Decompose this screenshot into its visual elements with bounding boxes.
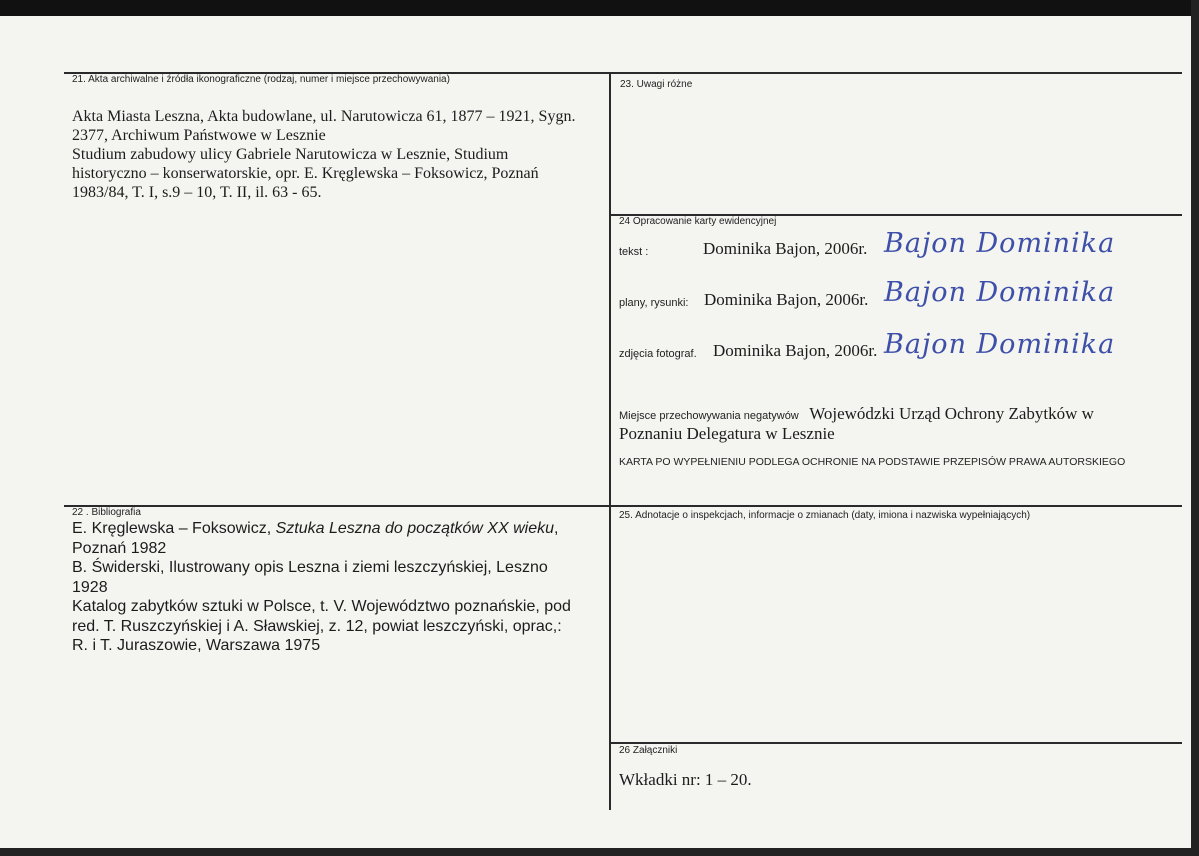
- tekst-row: [619, 239, 868, 260]
- zdjecia-value: Dominika Bajon, 2006r.: [713, 341, 878, 360]
- center-divider: [609, 72, 611, 810]
- copyright-notice: KARTA PO WYPEŁNIENIU PODLEGA OCHRONIE NA PODSTAWIE PRZEPISÓW PRAWA AUTORSKIEGO: [619, 456, 1126, 468]
- archive-line: historyczno – konserwatorskie, opr. E. Kręglewska – Foksowicz, Poznań: [72, 165, 539, 182]
- rule-25-26: [610, 742, 1182, 744]
- negatywy-label: Miejsce przechowywania negatywów: [619, 410, 799, 422]
- archive-line: 1983/84, T. I, s.9 – 10, T. II, il. 63 - 65.: [72, 184, 322, 201]
- section-25-header: 25. Adnotacje o inspekcjach, informacje o zmianach (daty, imiona i nazwiska wypełniających): [619, 510, 1031, 521]
- tekst-label: tekst :: [619, 246, 649, 258]
- section-21-header: 21. Akta archiwalne i źródła ikonograficzne (rodzaj, numer i miejsce przechowywania): [72, 74, 450, 85]
- scan-bottom-edge: [0, 848, 1199, 856]
- bib-author: E. Kręglewska – Foksowicz,: [72, 520, 276, 537]
- negatywy-value-2: Poznaniu Delegatura w Lesznie: [619, 424, 835, 443]
- negatywy-value: Wojewódzki Urząd Ochrony Zabytków w: [809, 404, 1094, 423]
- archive-line: 2377, Archiwum Państwowe w Lesznie: [72, 127, 326, 144]
- zdjecia-row: [619, 341, 878, 362]
- handwritten-signature: Bajon Dominika: [884, 228, 1116, 259]
- bibliography-line: red. T. Ruszczyńskiej i A. Sławskiej, z. 12, powiat leszczyński, oprac,:: [72, 617, 562, 635]
- section-23-header: 23. Uwagi różne: [620, 79, 693, 90]
- section-26-header: 26 Załączniki: [619, 745, 678, 756]
- scan-top-edge: [0, 0, 1199, 16]
- bibliography-line: R. i T. Juraszowie, Warszawa 1975: [72, 637, 321, 654]
- section-21-body: [72, 107, 607, 202]
- bibliography-line: B. Świderski, Ilustrowany opis Leszna i ziemi leszczyńskiej, Leszno: [72, 559, 548, 576]
- tekst-value: Dominika Bajon, 2006r.: [703, 239, 868, 258]
- scan-right-edge: [1191, 0, 1199, 856]
- section-22-header: 22 . Bibliografia: [72, 507, 141, 518]
- negatywy-row: [619, 404, 1094, 424]
- archive-line: Akta Miasta Leszna, Akta budowlane, ul. Narutowicza 61, 1877 – 1921, Sygn.: [72, 108, 576, 125]
- plany-label: plany, rysunki:: [619, 297, 689, 309]
- plany-value: Dominika Bajon, 2006r.: [704, 290, 869, 309]
- archive-line: Studium zabudowy ulicy Gabriele Narutowicza w Lesznie, Studium: [72, 146, 509, 163]
- plany-row: [619, 290, 869, 311]
- bibliography-entry: [72, 519, 607, 539]
- attachments-value: Wkładki nr: 1 – 20.: [619, 770, 752, 789]
- section-22-body: [72, 519, 607, 656]
- bibliography-line: Katalog zabytków sztuki w Polsce, t. V. Województwo poznańskie, pod: [72, 598, 571, 615]
- handwritten-signature: Bajon Dominika: [884, 329, 1116, 360]
- bibliography-line: Poznań 1982: [72, 539, 167, 557]
- negatywy-row-2: [619, 424, 835, 444]
- bib-punct: ,: [554, 520, 559, 537]
- bib-title: Sztuka Leszna do początków XX wieku: [275, 520, 554, 537]
- rule-middle: [64, 505, 1182, 507]
- section-24-header: 24 Opracowanie karty ewidencyjnej: [619, 216, 777, 227]
- bibliography-line: 1928: [72, 578, 108, 596]
- handwritten-signature: Bajon Dominika: [884, 277, 1116, 308]
- zdjecia-label: zdjęcia fotograf.: [619, 348, 697, 360]
